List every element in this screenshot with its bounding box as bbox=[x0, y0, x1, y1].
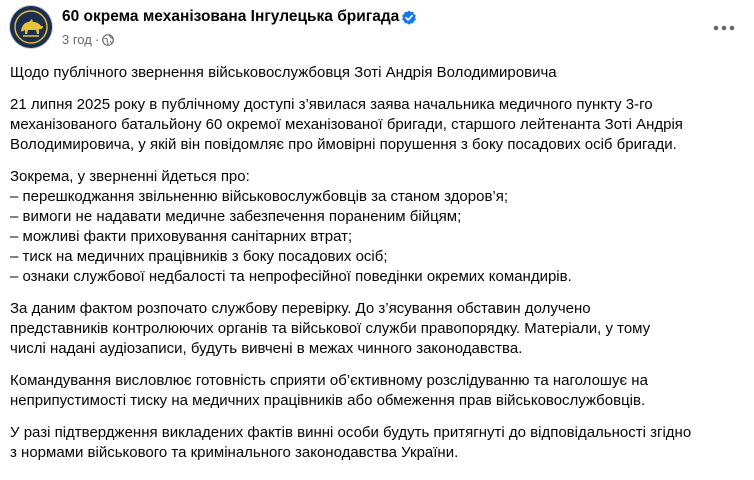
more-options-button[interactable] bbox=[706, 10, 742, 46]
post-time[interactable]: 3 год bbox=[62, 32, 92, 47]
list-item: – тиск на медичних працівників з боку посадових осіб; bbox=[10, 248, 388, 265]
command-paragraph bbox=[10, 371, 748, 411]
investigation-paragraph bbox=[10, 299, 748, 359]
intro-line: механізованого батальйону 60 окремої механізованої бригади, старшого лейтенанта Зоті Андрія bbox=[10, 116, 683, 133]
investigation-line: числі надані аудіозаписи, будуть вивчені в межах чинного законодавства. bbox=[10, 340, 523, 357]
globe-icon[interactable] bbox=[102, 34, 114, 49]
intro-line: 21 липня 2025 року в публічному доступі з’явилася заява начальника медичного пункту 3-го bbox=[10, 96, 653, 113]
list-item: – ознаки службової недбалості та непрофесійної поведінки окремих командирів. bbox=[10, 268, 572, 285]
post-meta bbox=[62, 32, 114, 49]
more-options-icon bbox=[713, 25, 735, 31]
investigation-line: За даним фактом розпочато службову перевірку. До з’ясування обставин долучено bbox=[10, 300, 591, 317]
verified-badge-icon[interactable] bbox=[401, 10, 417, 31]
allegations-paragraph bbox=[10, 167, 748, 287]
page-name[interactable]: 60 окрема механізована Інгулецька бригада bbox=[62, 8, 400, 25]
investigation-line: представників контролюючих органів та військової служби правопорядку. Матеріали, у тому bbox=[10, 320, 651, 337]
conclusion-line: У разі підтвердження викладених фактів винні особи будуть притягнуті до відповідальності згідно bbox=[10, 424, 692, 441]
meta-separator: · bbox=[94, 32, 100, 47]
list-heading: Зокрема, у зверненні йдеться про: bbox=[10, 168, 250, 185]
command-line: неприпустимості тиску на медичних працівників або обмеження прав військовослужбовців. bbox=[10, 392, 646, 409]
intro-line: Володимировича, у якій він повідомляє про ймовірні порушення з боку посадових осіб бригади. bbox=[10, 136, 677, 153]
list-item: – можливі факти приховування санітарних втрат; bbox=[10, 228, 353, 245]
page-avatar[interactable] bbox=[10, 6, 52, 48]
conclusion-paragraph bbox=[10, 423, 748, 463]
conclusion-line: з нормами військового та кримінального законодавства України. bbox=[10, 444, 459, 461]
post-header bbox=[10, 6, 754, 54]
intro-paragraph bbox=[10, 95, 748, 155]
post-body bbox=[10, 63, 748, 475]
command-line: Командування висловлює готовність сприяти об’єктивному розслідуванню та наголошує на bbox=[10, 372, 648, 389]
list-item: – перешкоджання звільненню військовослужбовців за станом здоров’я; bbox=[10, 188, 509, 205]
brigade-emblem-icon bbox=[10, 6, 52, 48]
list-item: – вимоги не надавати медичне забезпечення пораненим бійцям; bbox=[10, 208, 462, 225]
post-title-paragraph bbox=[10, 63, 748, 83]
post-title: Щодо публічного звернення військовослужбовця Зоті Андрія Володимировича bbox=[10, 64, 557, 81]
